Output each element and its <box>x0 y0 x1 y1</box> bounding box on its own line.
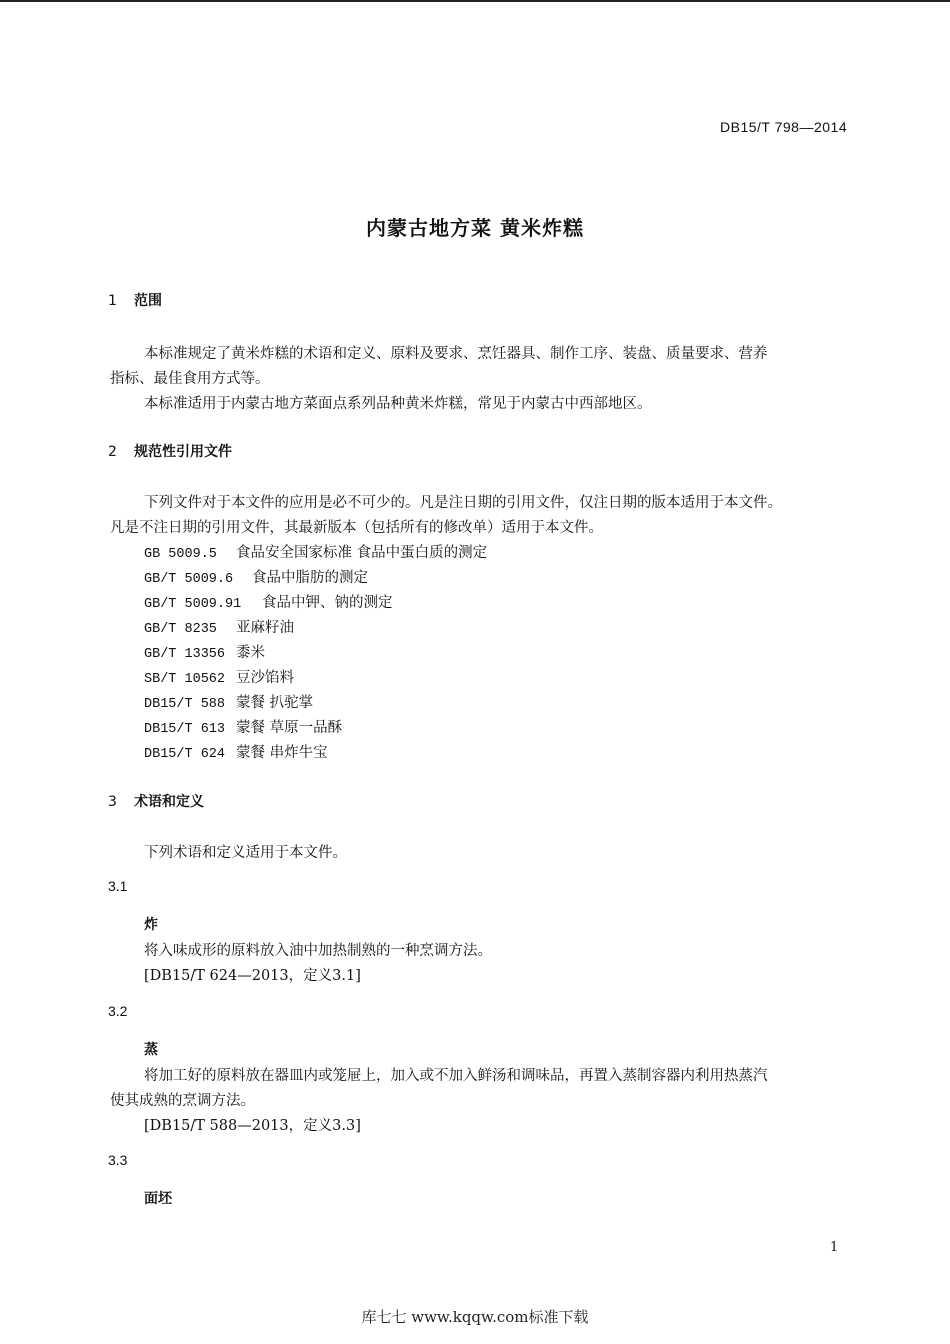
reference-title: 食品安全国家标准 食品中蛋白质的测定 <box>236 545 488 561</box>
standard-code: DB15/T 798—2014 <box>720 119 848 135</box>
reference-code: DB15/T 588 <box>144 697 226 712</box>
term-source: [DB15/T 624—2013，定义3.1] <box>144 968 361 984</box>
reference-item <box>144 641 265 662</box>
reference-item <box>144 716 342 737</box>
clause-number: 3.1 <box>108 878 128 894</box>
term: 炸 <box>144 917 158 933</box>
term-definition: 将入味成形的原料放入油中加热制熟的一种烹调方法。 <box>144 943 492 959</box>
section-title: 规范性引用文件 <box>134 444 232 460</box>
section-number: 1 <box>108 293 117 309</box>
scope-paragraph-line: 指标、最佳食用方式等。 <box>110 371 270 387</box>
term-definition-line: 将加工好的原料放在器皿内或笼屉上，加入或不加入鲜汤和调味品，再置入蒸制容器内利用热蒸汽 <box>144 1068 768 1084</box>
term-definition-line: 使其成熟的烹调方法。 <box>110 1093 255 1109</box>
section-number: 3 <box>108 794 117 810</box>
reference-title: 食品中脂肪的测定 <box>252 570 368 586</box>
reference-item <box>144 591 393 612</box>
section-heading-terms-and-definitions <box>108 791 204 811</box>
reference-code: GB 5009.5 <box>144 547 217 562</box>
reference-item <box>144 691 313 712</box>
clause-number: 3.2 <box>108 1003 128 1019</box>
document-title: 内蒙古地方菜 黄米炸糕 <box>366 216 584 240</box>
scope-paragraph-line: 本标准规定了黄米炸糕的术语和定义、原料及要求、烹饪器具、制作工序、装盘、质量要求、营养 <box>144 346 768 362</box>
reference-title: 蒙餐 扒驼掌 <box>236 695 314 711</box>
section-number: 2 <box>108 444 117 460</box>
reference-item <box>144 741 328 762</box>
section-heading-normative-references <box>108 441 232 461</box>
reference-title: 蒙餐 草原一品酥 <box>236 720 343 736</box>
reference-title: 豆沙馅料 <box>236 670 294 686</box>
section-title: 范围 <box>134 293 162 309</box>
footer-watermark: 库七七 www.kqqw.com标准下载 <box>361 1308 589 1326</box>
top-border-line <box>0 0 950 2</box>
section-title: 术语和定义 <box>134 794 204 810</box>
reference-code: GB/T 13356 <box>144 647 226 662</box>
reference-item <box>144 541 487 562</box>
reference-title: 亚麻籽油 <box>236 620 294 636</box>
reference-code: GB/T 5009.6 <box>144 572 234 587</box>
clause-number: 3.3 <box>108 1152 128 1168</box>
reference-code: GB/T 5009.91 <box>144 597 242 612</box>
term-source: [DB15/T 588—2013，定义3.3] <box>144 1118 361 1134</box>
reference-item <box>144 666 294 687</box>
reference-code: DB15/T 624 <box>144 747 226 762</box>
term: 蒸 <box>144 1042 158 1058</box>
scope-paragraph: 本标准适用于内蒙古地方菜面点系列品种黄米炸糕，常见于内蒙古中西部地区。 <box>144 396 652 412</box>
reference-title: 蒙餐 串炸牛宝 <box>236 745 328 761</box>
references-intro-line: 下列文件对于本文件的应用是必不可少的。凡是注日期的引用文件，仅注日期的版本适用于本文件。 <box>144 495 782 511</box>
section-heading-scope <box>108 290 162 310</box>
reference-item <box>144 566 368 587</box>
reference-code: SB/T 10562 <box>144 672 226 687</box>
page-number: 1 <box>830 1240 839 1255</box>
reference-title: 食品中钾、钠的测定 <box>262 595 393 611</box>
reference-code: GB/T 8235 <box>144 622 217 637</box>
references-intro-line: 凡是不注日期的引用文件，其最新版本（包括所有的修改单）适用于本文件。 <box>110 520 603 536</box>
reference-code: DB15/T 613 <box>144 722 226 737</box>
terms-intro: 下列术语和定义适用于本文件。 <box>144 845 347 861</box>
term: 面坯 <box>144 1191 172 1207</box>
reference-item <box>144 616 294 637</box>
reference-title: 黍米 <box>236 645 265 661</box>
